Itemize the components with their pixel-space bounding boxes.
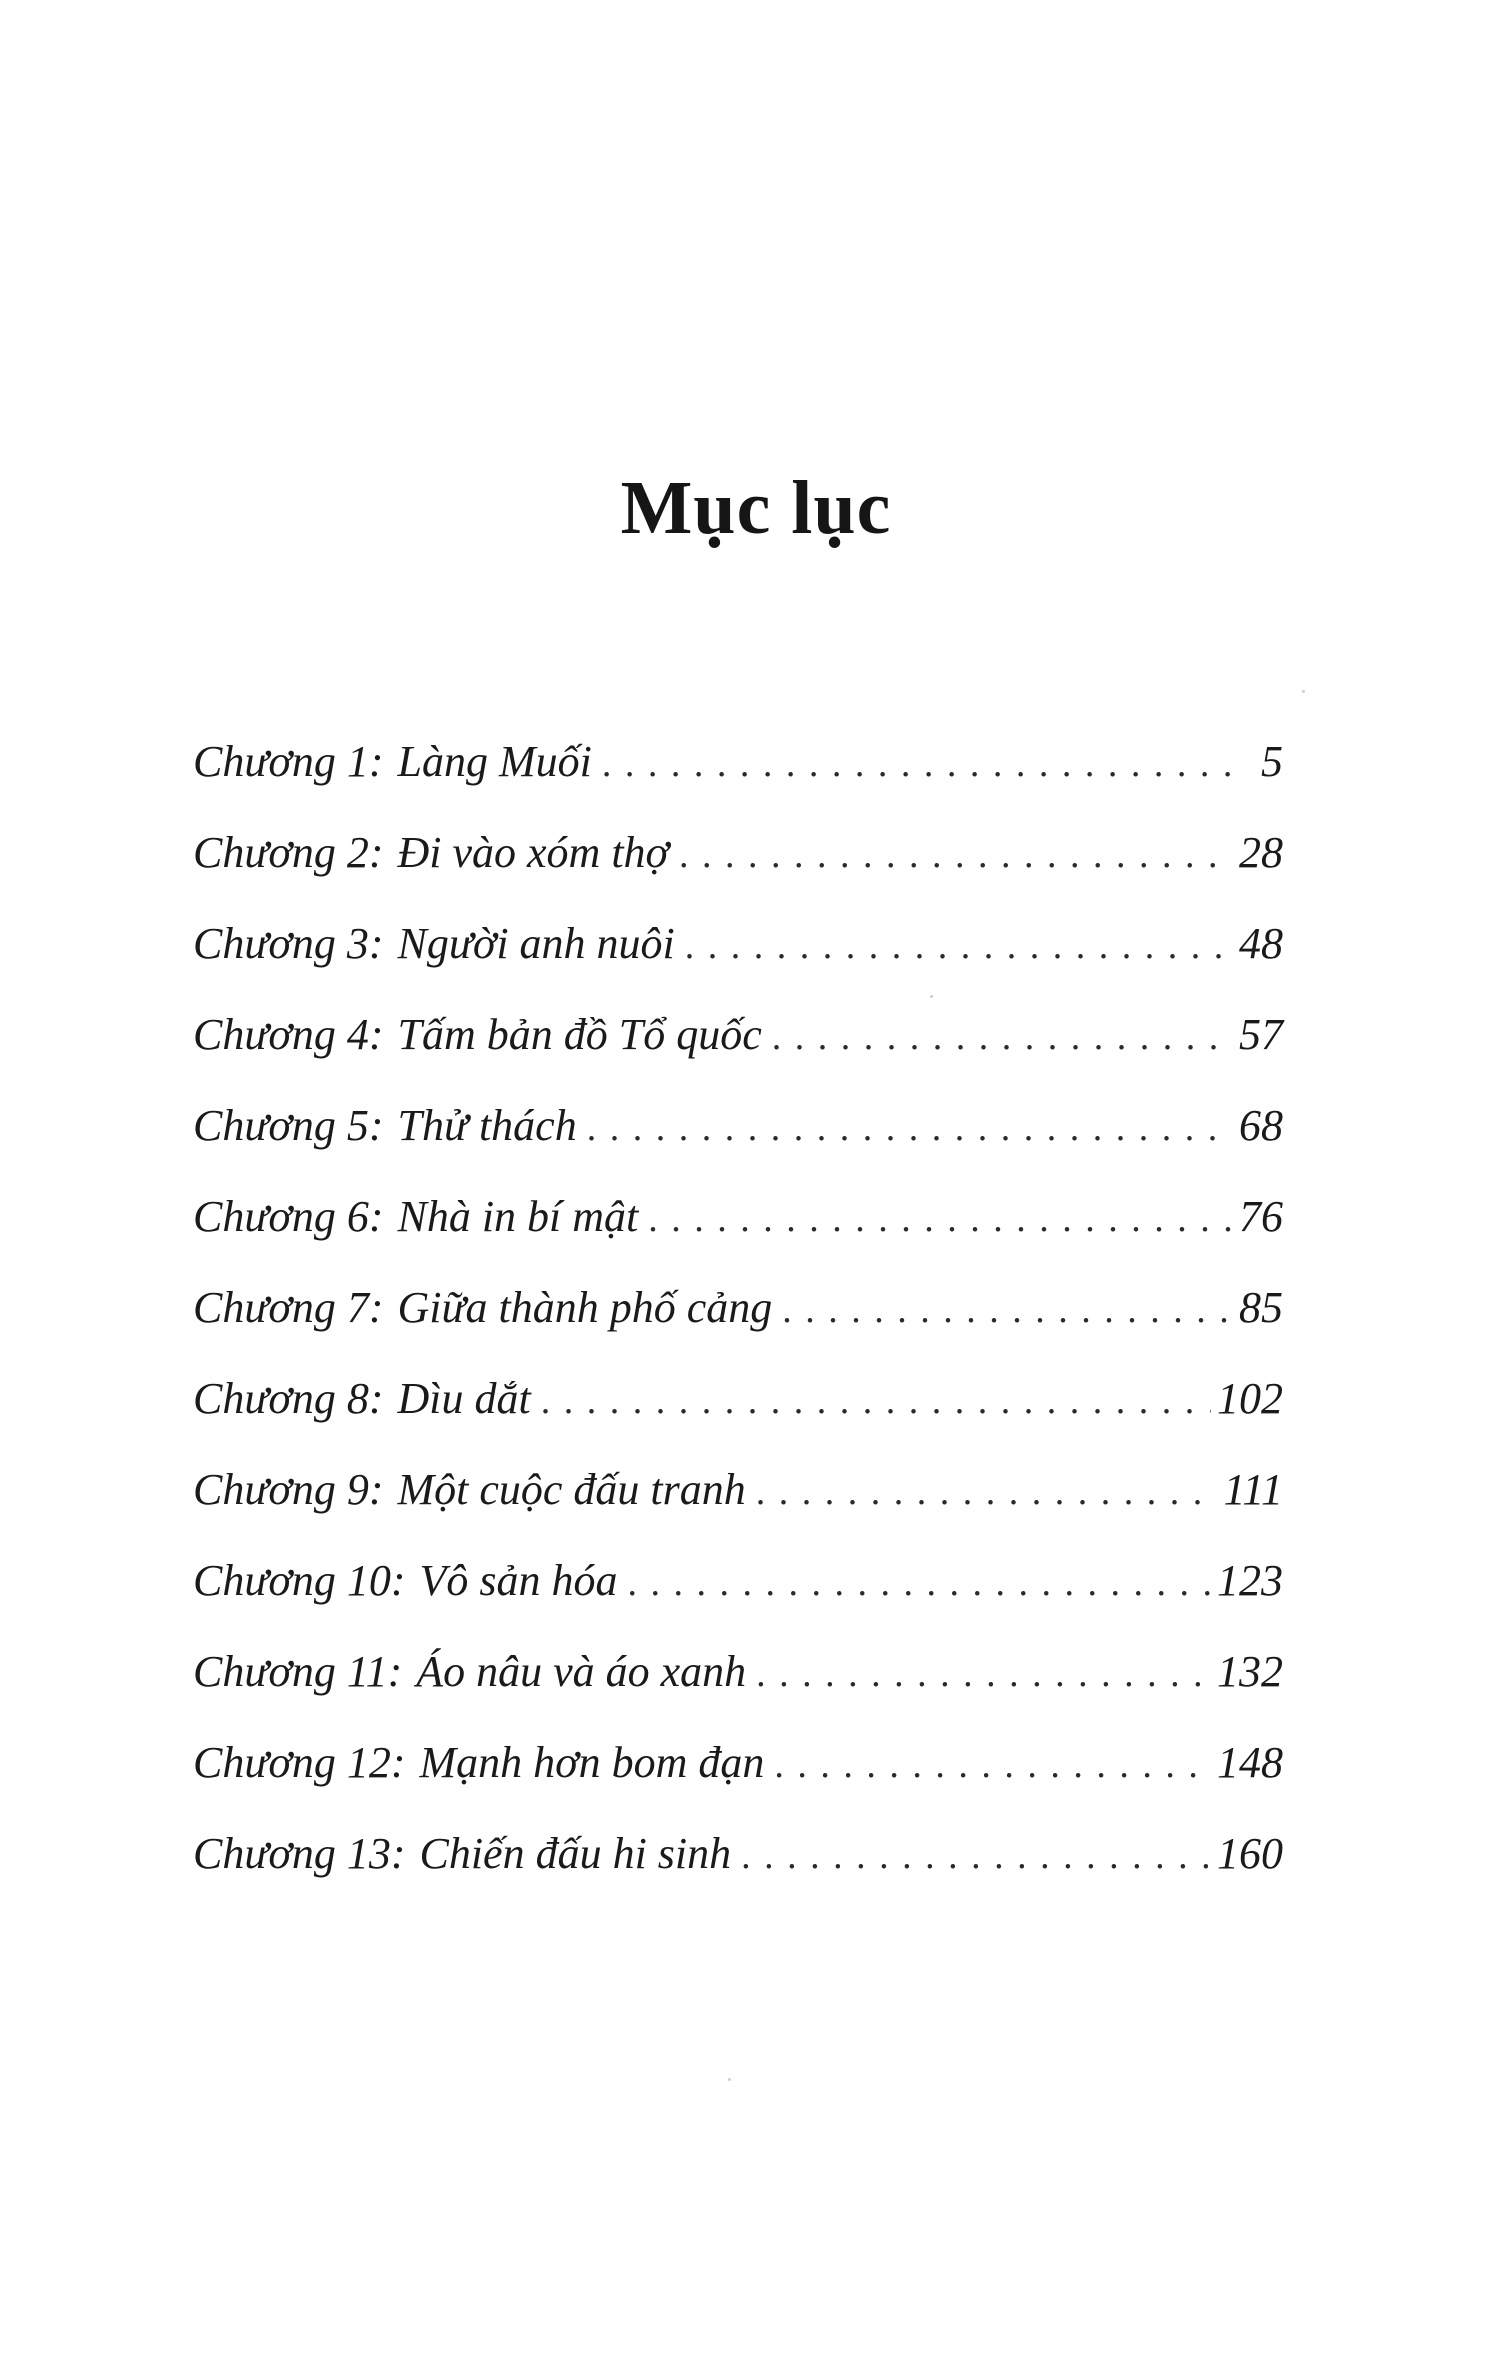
chapter-title: Đi vào xóm thợ	[397, 828, 670, 877]
page-number: 111	[1223, 1465, 1283, 1514]
separator: :	[368, 1374, 384, 1423]
toc-entry-10[interactable]	[193, 1556, 1283, 1650]
chapter-number: Chương 13	[193, 1829, 391, 1878]
dot-leader	[587, 1109, 1233, 1147]
dot-leader	[756, 1473, 1218, 1511]
chapter-title: Làng Muối	[397, 737, 592, 786]
dot-leader	[602, 745, 1247, 783]
separator: :	[387, 1647, 403, 1696]
toc-entry-5[interactable]	[193, 1101, 1283, 1195]
chapter-number: Chương 4	[193, 1010, 369, 1059]
separator: :	[368, 737, 384, 786]
table-of-contents	[193, 737, 1283, 1923]
page-number: 132	[1217, 1647, 1283, 1696]
dot-leader	[627, 1564, 1211, 1602]
page-number: 102	[1217, 1374, 1283, 1423]
dot-leader	[541, 1382, 1211, 1420]
chapter-title: Giữa thành phố cảng	[397, 1283, 773, 1332]
chapter-number: Chương 5	[193, 1101, 369, 1150]
page-number: 28	[1239, 828, 1283, 877]
page-number: 57	[1239, 1010, 1283, 1059]
separator: :	[368, 1010, 384, 1059]
page-number: 48	[1239, 919, 1283, 968]
toc-entry-12[interactable]	[193, 1738, 1283, 1832]
chapter-title: Người anh nuôi	[397, 919, 675, 968]
chapter-number: Chương 3	[193, 919, 369, 968]
separator: :	[390, 1738, 406, 1787]
chapter-title: Vô sản hóa	[419, 1556, 618, 1605]
chapter-title: Áo nâu và áo xanh	[416, 1647, 747, 1696]
separator: :	[368, 1192, 384, 1241]
chapter-number: Chương 7	[193, 1283, 369, 1332]
toc-entry-7[interactable]	[193, 1283, 1283, 1377]
chapter-number: Chương 6	[193, 1192, 369, 1241]
page-number: 76	[1239, 1192, 1283, 1241]
dot-leader	[679, 836, 1233, 874]
dot-leader	[741, 1837, 1211, 1875]
chapter-title: Một cuộc đấu tranh	[397, 1465, 746, 1514]
page-number: 85	[1239, 1283, 1283, 1332]
toc-entry-13[interactable]	[193, 1829, 1283, 1923]
paper-speck	[1302, 690, 1305, 693]
chapter-title: Dìu dắt	[397, 1374, 531, 1423]
separator: :	[368, 1465, 384, 1514]
toc-entry-4[interactable]	[193, 1010, 1283, 1104]
chapter-title: Nhà in bí mật	[397, 1192, 639, 1241]
chapter-number: Chương 12	[193, 1738, 391, 1787]
toc-entry-8[interactable]	[193, 1374, 1283, 1468]
page-number: 68	[1239, 1101, 1283, 1150]
chapter-number: Chương 11	[193, 1647, 388, 1696]
dot-leader	[774, 1746, 1211, 1784]
toc-entry-6[interactable]	[193, 1192, 1283, 1286]
toc-entry-3[interactable]	[193, 919, 1283, 1013]
dot-leader	[782, 1291, 1233, 1329]
page-number: 148	[1217, 1738, 1283, 1787]
toc-entry-2[interactable]	[193, 828, 1283, 922]
toc-entry-9[interactable]	[193, 1465, 1283, 1559]
page-number: 160	[1217, 1829, 1283, 1878]
page-number: 123	[1217, 1556, 1283, 1605]
dot-leader	[756, 1655, 1211, 1693]
separator: :	[390, 1556, 406, 1605]
dot-leader	[772, 1018, 1233, 1056]
separator: :	[368, 1283, 384, 1332]
chapter-number: Chương 10	[193, 1556, 391, 1605]
chapter-title: Thử thách	[397, 1101, 577, 1150]
chapter-number: Chương 2	[193, 828, 369, 877]
page-title: Mục lục	[620, 466, 892, 550]
toc-entry-1[interactable]	[193, 737, 1283, 831]
chapter-title: Mạnh hơn bom đạn	[419, 1738, 765, 1787]
separator: :	[368, 919, 384, 968]
page-number: 5	[1261, 737, 1283, 786]
separator: :	[390, 1829, 406, 1878]
chapter-number: Chương 1	[193, 737, 369, 786]
chapter-number: Chương 9	[193, 1465, 369, 1514]
paper-speck	[728, 2078, 731, 2081]
chapter-title: Chiến đấu hi sinh	[419, 1829, 732, 1878]
paper-speck	[930, 995, 933, 998]
chapter-title: Tấm bản đồ Tổ quốc	[397, 1010, 762, 1059]
separator: :	[368, 828, 384, 877]
dot-leader	[648, 1200, 1233, 1238]
dot-leader	[685, 927, 1233, 965]
chapter-number: Chương 8	[193, 1374, 369, 1423]
separator: :	[368, 1101, 384, 1150]
toc-entry-11[interactable]	[193, 1647, 1283, 1741]
